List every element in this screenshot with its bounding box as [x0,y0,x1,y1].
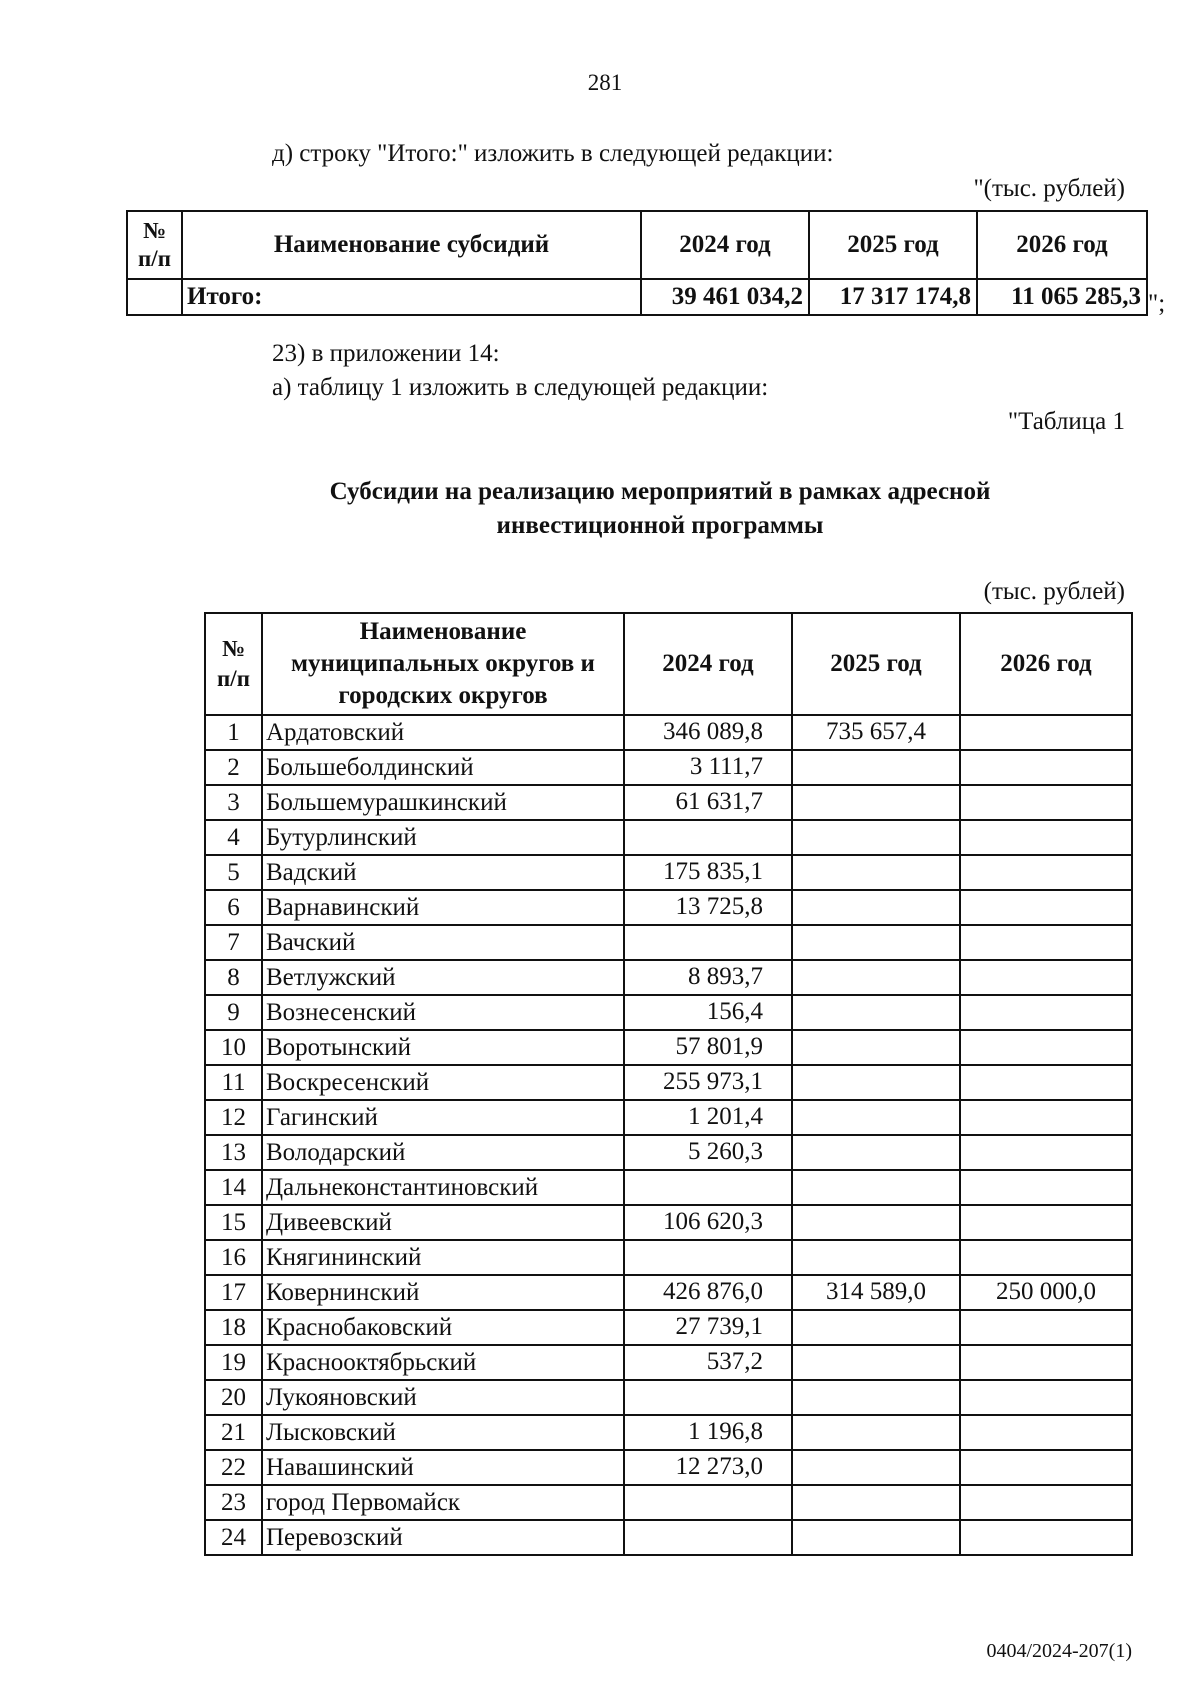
value-2025 [792,820,960,855]
header-number: № п/п [127,211,182,279]
municipality-name: Перевозский [262,1520,624,1555]
value-2024: 255 973,1 [624,1065,792,1100]
header-2025: 2025 год [792,613,960,715]
municipality-name: Краснобаковский [262,1310,624,1345]
table-row [205,1345,1132,1380]
itogo-2024: 39 461 034,2 [641,279,809,315]
row-number: 18 [205,1310,262,1345]
table-row [205,715,1132,750]
municipality-name: Большеболдинский [262,750,624,785]
table-row [205,750,1132,785]
value-2025 [792,1170,960,1205]
table-row [205,1100,1132,1135]
row-number: 6 [205,890,262,925]
value-2026 [960,1100,1132,1135]
value-2025: 314 589,0 [792,1275,960,1310]
value-2025 [792,1345,960,1380]
value-2026 [960,890,1132,925]
subsidies-table-body [205,715,1132,1555]
itogo-empty-cell [127,279,182,315]
header-2026: 2026 год [960,613,1132,715]
value-2024 [624,820,792,855]
row-number: 13 [205,1135,262,1170]
value-2024 [624,1520,792,1555]
paragraph-d: д) строку "Итого:" изложить в следующей редакции: [272,140,834,167]
page-number: 281 [587,70,623,95]
paragraph-a: а) таблицу 1 изложить в следующей редакции: [272,374,769,401]
table-row [205,1380,1132,1415]
value-2024: 346 089,8 [624,715,792,750]
table-row [205,1170,1132,1205]
row-number: 19 [205,1345,262,1380]
value-2024: 106 620,3 [624,1205,792,1240]
municipality-name: Лысковский [262,1415,624,1450]
unit-label-top: "(тыс. рублей) [973,175,1125,202]
municipality-name: Навашинский [262,1450,624,1485]
row-number: 12 [205,1100,262,1135]
value-2025 [792,1450,960,1485]
municipality-name: Володарский [262,1135,624,1170]
header-number: № п/п [205,613,262,715]
value-2024: 13 725,8 [624,890,792,925]
table-row [205,1205,1132,1240]
table-row [205,995,1132,1030]
municipality-name: город Первомайск [262,1485,624,1520]
row-number: 11 [205,1065,262,1100]
document-code: 0404/2024-207(1) [986,1640,1132,1662]
table-row [205,890,1132,925]
row-number: 24 [205,1520,262,1555]
value-2026 [960,1485,1132,1520]
table-row [205,855,1132,890]
value-2025 [792,1065,960,1100]
value-2024: 537,2 [624,1345,792,1380]
table-row [205,1310,1132,1345]
row-number: 1 [205,715,262,750]
value-2025 [792,1415,960,1450]
table-title-line-2: инвестиционной программы [496,512,824,539]
value-2024: 175 835,1 [624,855,792,890]
value-2025 [792,925,960,960]
table-row [205,1275,1132,1310]
table-row [205,1135,1132,1170]
row-number: 9 [205,995,262,1030]
row-number: 21 [205,1415,262,1450]
itogo-table [126,210,1148,316]
value-2026 [960,1240,1132,1275]
municipality-name: Вознесенский [262,995,624,1030]
municipality-name: Вадский [262,855,624,890]
value-2025: 735 657,4 [792,715,960,750]
municipality-name: Ардатовский [262,715,624,750]
municipality-name: Дивеевский [262,1205,624,1240]
value-2024: 1 201,4 [624,1100,792,1135]
value-2024: 1 196,8 [624,1415,792,1450]
value-2026 [960,1415,1132,1450]
municipality-name: Лукояновский [262,1380,624,1415]
closing-quote: "; [1148,290,1166,317]
value-2025 [792,1030,960,1065]
value-2025 [792,1240,960,1275]
value-2025 [792,855,960,890]
itogo-row [127,279,1147,315]
value-2024: 12 273,0 [624,1450,792,1485]
header-2026: 2026 год [977,211,1147,279]
row-number: 8 [205,960,262,995]
value-2024 [624,1240,792,1275]
table-row [205,1030,1132,1065]
row-number: 4 [205,820,262,855]
value-2024 [624,1485,792,1520]
value-2025 [792,1100,960,1135]
municipality-name: Дальнеконстантиновский [262,1170,624,1205]
value-2024: 57 801,9 [624,1030,792,1065]
value-2025 [792,960,960,995]
table-row [205,820,1132,855]
table-row [205,1065,1132,1100]
value-2024: 156,4 [624,995,792,1030]
value-2026 [960,1065,1132,1100]
value-2025 [792,1485,960,1520]
value-2026 [960,1345,1132,1380]
row-number: 15 [205,1205,262,1240]
value-2026 [960,1170,1132,1205]
municipality-name: Варнавинский [262,890,624,925]
value-2026 [960,925,1132,960]
municipality-name: Ветлужский [262,960,624,995]
subsidies-table [204,612,1133,1556]
value-2025 [792,1520,960,1555]
value-2024: 3 111,7 [624,750,792,785]
value-2026 [960,1380,1132,1415]
value-2024: 5 260,3 [624,1135,792,1170]
row-number: 20 [205,1380,262,1415]
table-title-line-1: Субсидии на реализацию мероприятий в рамках адресной [329,478,991,505]
value-2025 [792,1135,960,1170]
value-2025 [792,785,960,820]
municipality-name: Гагинский [262,1100,624,1135]
table-row [205,1485,1132,1520]
table-row [205,925,1132,960]
row-number: 23 [205,1485,262,1520]
header-subsidy-name: Наименование субсидий [182,211,641,279]
municipality-name: Краснооктябрьский [262,1345,624,1380]
row-number: 10 [205,1030,262,1065]
municipality-name: Бутурлинский [262,820,624,855]
value-2026 [960,750,1132,785]
value-2024: 27 739,1 [624,1310,792,1345]
itogo-table-header [127,211,1147,279]
municipality-name: Большемурашкинский [262,785,624,820]
table-row [205,785,1132,820]
value-2024 [624,925,792,960]
value-2025 [792,1380,960,1415]
value-2025 [792,995,960,1030]
municipality-name: Княгининский [262,1240,624,1275]
header-municipality: Наименование муниципальных округов и городских округов [262,613,624,715]
value-2026 [960,820,1132,855]
table-row [205,1415,1132,1450]
value-2025 [792,1205,960,1240]
municipality-name: Воротынский [262,1030,624,1065]
row-number: 22 [205,1450,262,1485]
value-2025 [792,750,960,785]
value-2026 [960,1520,1132,1555]
row-number: 3 [205,785,262,820]
row-number: 2 [205,750,262,785]
header-2024: 2024 год [641,211,809,279]
header-2024: 2024 год [624,613,792,715]
value-2025 [792,890,960,925]
value-2026 [960,1450,1132,1485]
row-number: 16 [205,1240,262,1275]
value-2026: 250 000,0 [960,1275,1132,1310]
value-2025 [792,1310,960,1345]
paragraph-23: 23) в приложении 14: [272,340,500,367]
value-2024 [624,1380,792,1415]
table-row [205,960,1132,995]
unit-label-main: (тыс. рублей) [983,578,1125,605]
row-number: 5 [205,855,262,890]
row-number: 14 [205,1170,262,1205]
header-2025: 2025 год [809,211,977,279]
value-2024: 61 631,7 [624,785,792,820]
value-2026 [960,1310,1132,1345]
municipality-name: Воскресенский [262,1065,624,1100]
table-row [205,1520,1132,1555]
value-2026 [960,995,1132,1030]
value-2026 [960,715,1132,750]
table-row [205,1240,1132,1275]
value-2024: 8 893,7 [624,960,792,995]
value-2024 [624,1170,792,1205]
municipality-name: Вачский [262,925,624,960]
table-label: "Таблица 1 [1007,408,1125,435]
municipality-name: Ковернинский [262,1275,624,1310]
value-2026 [960,960,1132,995]
value-2026 [960,785,1132,820]
table-row [205,1450,1132,1485]
value-2024: 426 876,0 [624,1275,792,1310]
value-2026 [960,1205,1132,1240]
row-number: 7 [205,925,262,960]
value-2026 [960,1135,1132,1170]
itogo-2025: 17 317 174,8 [809,279,977,315]
value-2026 [960,1030,1132,1065]
value-2026 [960,855,1132,890]
itogo-2026: 11 065 285,3 [977,279,1147,315]
subsidies-table-header [205,613,1132,715]
itogo-label: Итого: [182,279,641,315]
row-number: 17 [205,1275,262,1310]
